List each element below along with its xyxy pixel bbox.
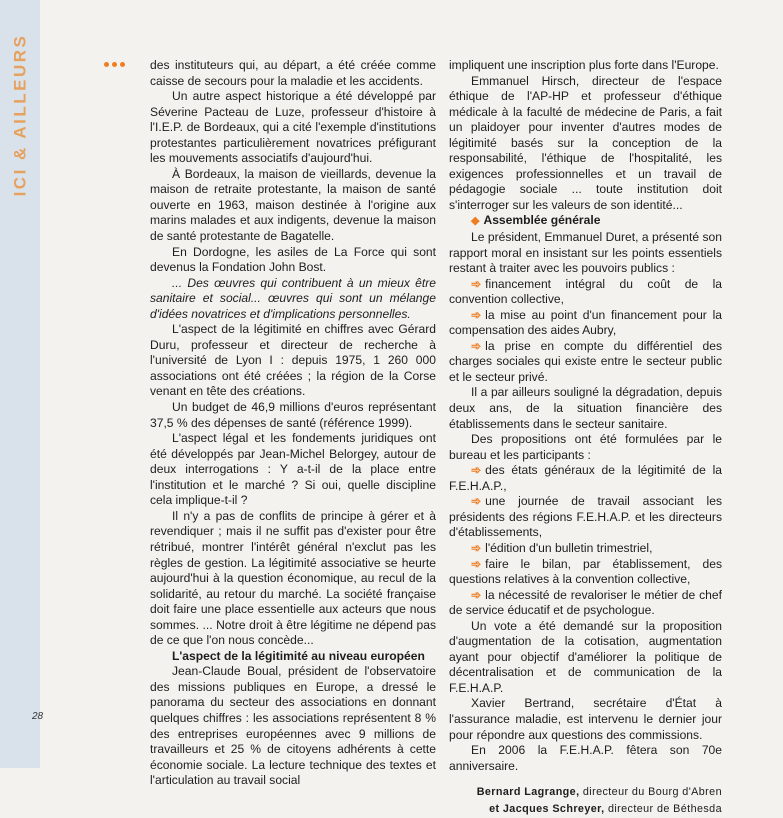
paragraph: Un vote a été demandé sur la proposition d'augmentation de la cotisation, augmentation ayant pour objectif d'améliorer la politique de décentralisation et de communication de la F.E.H.A.P. (449, 618, 722, 695)
paragraph: impliquent une inscription plus forte dans l'Europe. (449, 58, 719, 72)
paragraph: Un budget de 46,9 millions d'euros représentant 37,5 % des dépenses de santé (référence 1999). (150, 400, 436, 430)
list-item-text: la mise au point d'un financement pour la compensation des aides Aubry, (449, 307, 722, 338)
page-number: 28 (32, 711, 44, 722)
heading-text: L'aspect de la légitimité au niveau européen (172, 648, 425, 663)
list-item (449, 308, 722, 339)
arrow-bullet-icon: ➾ (471, 307, 482, 322)
paragraph: Il a par ailleurs souligné la dégradation, depuis deux ans, de la situation financière des établissements dans le secteur sanitaire. (449, 385, 722, 431)
decorative-dots-icon (104, 62, 125, 67)
list-item-text: la prise en compte du différentiel des charges sociales qui existe entre le secteur public et le secteur privé. (449, 338, 722, 384)
arrow-bullet-icon: ➾ (471, 276, 482, 291)
paragraph: Xavier Bertrand, secrétaire d'État à l'assurance maladie, est intervenu le dernier jour pour répondre aux questions des commissions. (449, 696, 722, 742)
arrow-bullet-icon: ➾ (471, 556, 482, 571)
section-sidebar (0, 0, 44, 768)
heading-text: Assemblée générale (483, 213, 601, 228)
paragraph: L'aspect légal et les fondements juridiques ont été développés par Jean-Michel Belorgey, autour de deux interrogations : Y a-t-il de la place entre l'institution et le marché ? Si oui, quelle discipline cela implique-t-il ? (150, 431, 436, 508)
paragraph: L'aspect de la légitimité en chiffres avec Gérard Duru, professeur et directeur de recherche à l'université de Lyon I : depuis 1975, 1 260 000 associations ont été créées ; la région de la Corse venant en tête des créations. (150, 322, 436, 399)
list-item-text: une journée de travail associant les présidents des régions F.E.H.A.P. et les directeurs d'établissements, (449, 494, 722, 540)
right-column (449, 58, 722, 818)
signature-line (449, 801, 722, 818)
paragraph: À Bordeaux, la maison de vieillards, devenue la maison de retraite protestante, la maison de santé ouverte en 1963, maison destinée à l'origine aux marins malades et aux indigents, devenue la maison de santé protestante de Bagatelle. (150, 166, 436, 244)
section-label: ICI & AILLEURS (10, 33, 30, 197)
diamond-bullet-icon: ◆ (471, 215, 480, 228)
list-item-text: des états généraux de la légitimité de la F.E.H.A.P., (449, 463, 722, 493)
paragraph: ... Des œuvres qui contribuent à un mieux être sanitaire et social... œuvres qui sont un mélange d'idées novatrices et d'implications personnelles. (150, 275, 436, 321)
paragraph: Jean-Claude Boual, président de l'observatoire des missions publiques en Europe, a dressé le panorama du secteur des associations en donnant quelques chiffres : les associations représentent 8 % des entreprises européennes avec 9 millions de travailleurs et 25 % de citoyens adhérents à cette économie sociale. La lecture technique des textes et l'articulation au travail social (150, 664, 436, 788)
list-item-text: faire le bilan, par établissement, des questions relatives à la convention collective, (449, 556, 722, 587)
paragraph: En 2006 la F.E.H.A.P. fêtera son 70e anniversaire. (449, 743, 722, 773)
arrow-bullet-icon: ➾ (471, 494, 482, 509)
signature-block (449, 784, 722, 818)
section-heading (449, 213, 722, 230)
paragraph: En Dordogne, les asiles de La Force qui sont devenus la Fondation John Bost. (150, 244, 436, 275)
left-column (150, 58, 436, 789)
list-item (449, 463, 722, 494)
paragraph: des instituteurs qui, au départ, a été créée comme caisse de secours pour la maladie et les accidents. (150, 58, 436, 88)
list-item-text: la nécessité de revaloriser le métier de chef de service éducatif et de psychologue. (449, 587, 722, 618)
list-item-text: l'édition d'un bulletin trimestriel, (485, 540, 653, 555)
paragraph: Un autre aspect historique a été développé par Séverine Pacteau de Luze, professeur d'histoire à l'I.E.P. de Bordeaux, qui a cité l'exemple d'institutions protestantes particulièrement novatrices préfigurant les mouvements associatifs d'aujourd'hui. (150, 89, 436, 166)
conjunction: et (489, 803, 500, 816)
paragraph: Des propositions ont été formulées par le bureau et les participants : (449, 432, 722, 462)
arrow-bullet-icon: ➾ (471, 540, 482, 555)
list-item (449, 588, 722, 619)
arrow-bullet-icon: ➾ (471, 587, 482, 602)
arrow-bullet-icon: ➾ (471, 463, 482, 478)
list-item (449, 541, 722, 557)
author-name: Jacques Schreyer, (499, 803, 605, 816)
list-item (449, 494, 722, 541)
list-item (449, 277, 722, 308)
section-heading (150, 649, 436, 665)
author-role: directeur du Bourg d'Abren (579, 786, 722, 799)
arrow-bullet-icon: ➾ (471, 338, 482, 353)
paragraph: Le président, Emmanuel Duret, a présenté son rapport moral en insistant sur les points essentiels restant à traiter avec les pouvoirs publics : (449, 230, 722, 276)
list-item-text: financement intégral du coût de la convention collective, (449, 276, 722, 307)
paragraph: Il n'y a pas de conflits de principe à gérer et à revendiquer ; mais il ne suffit pas d'exister pour être rétribué, montrer l'intérêt général n'exclut pas les règles de gestion. La légitimité associative se heurte aujourd'hui à la question économique, au recul de la solidarité, au retour du marché. La société française doit faire une place essentielle aux acteurs que nous sommes. ... Notre droit à être légitime ne dépend pas de ce que l'on nous concède... (150, 508, 436, 648)
signature-line (449, 784, 722, 801)
list-item (449, 557, 722, 588)
author-role: directeur de Béthesda (604, 803, 722, 816)
paragraph: Emmanuel Hirsch, directeur de l'espace éthique de l'AP-HP et professeur d'éthique médicale à la faculté de médecine de Paris, a fait un plaidoyer pour inventer d'autres modes de légitimité basés sur la conception de la responsabilité, l'éthique de l'hospitalité, les exigences professionnelles et un travail de pédagogie sociale ... toute institution doit s'interroger sur les valeurs de son identité... (449, 73, 722, 212)
author-name: Bernard Lagrange, (476, 786, 580, 799)
list-item (449, 339, 722, 386)
